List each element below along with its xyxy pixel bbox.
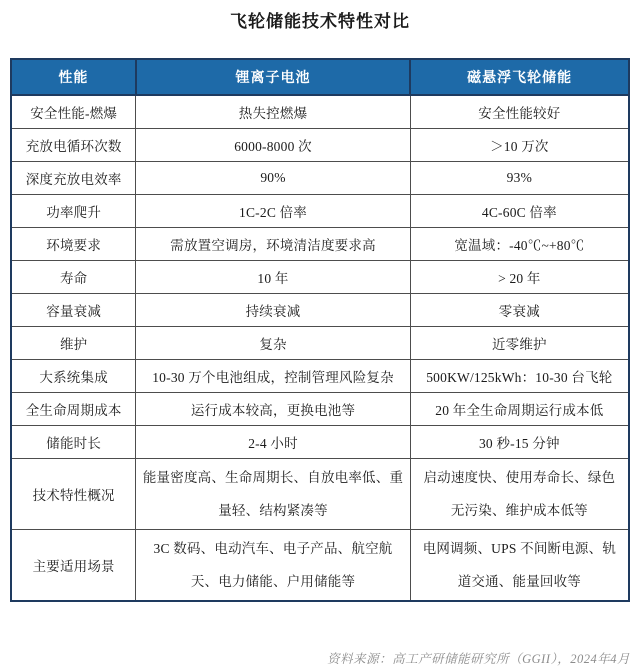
- row-label-cell: 维护: [11, 326, 136, 359]
- table-row: [11, 359, 629, 392]
- maglev-flywheel-cell: 4C-60C 倍率: [410, 194, 629, 227]
- maglev-flywheel-cell: 20 年全生命周期运行成本低: [410, 392, 629, 425]
- table-body: [11, 95, 629, 601]
- maglev-flywheel-cell: 启动速度快、使用寿命长、绿色无污染、维护成本低等: [410, 458, 629, 529]
- table-row: [11, 392, 629, 425]
- column-header-performance: 性能: [11, 59, 136, 95]
- maglev-flywheel-cell: 宽温域：-40℃~+80℃: [410, 227, 629, 260]
- table-header-row: [11, 59, 629, 95]
- row-label-cell: 安全性能-燃爆: [11, 95, 136, 128]
- row-label-cell: 储能时长: [11, 425, 136, 458]
- lithium-battery-cell: 3C 数码、电动汽车、电子产品、航空航天、电力储能、户用储能等: [136, 529, 410, 601]
- lithium-battery-cell: 运行成本较高，更换电池等: [136, 392, 410, 425]
- row-label-cell: 技术特性概况: [11, 458, 136, 529]
- maglev-flywheel-cell: 93%: [410, 161, 629, 194]
- maglev-flywheel-cell: 零衰减: [410, 293, 629, 326]
- row-label-cell: 充放电循环次数: [11, 128, 136, 161]
- source-note: 资料来源：高工产研储能研究所（GGII），2024年4月: [327, 652, 630, 666]
- maglev-flywheel-cell: 近零维护: [410, 326, 629, 359]
- lithium-battery-cell: 10 年: [136, 260, 410, 293]
- maglev-flywheel-cell: 30 秒-15 分钟: [410, 425, 629, 458]
- row-label-cell: 寿命: [11, 260, 136, 293]
- row-label-cell: 容量衰减: [11, 293, 136, 326]
- lithium-battery-cell: 6000-8000 次: [136, 128, 410, 161]
- table-row: [11, 95, 629, 128]
- maglev-flywheel-cell: > 20 年: [410, 260, 629, 293]
- comparison-table: [10, 58, 630, 602]
- maglev-flywheel-cell: 电网调频、UPS 不间断电源、轨道交通、能量回收等: [410, 529, 629, 601]
- lithium-battery-cell: 90%: [136, 161, 410, 194]
- table-row: [11, 529, 629, 601]
- row-label-cell: 大系统集成: [11, 359, 136, 392]
- row-label-cell: 深度充放电效率: [11, 161, 136, 194]
- table-row: [11, 458, 629, 529]
- lithium-battery-cell: 复杂: [136, 326, 410, 359]
- lithium-battery-cell: 持续衰减: [136, 293, 410, 326]
- row-label-cell: 全生命周期成本: [11, 392, 136, 425]
- table-row: [11, 293, 629, 326]
- lithium-battery-cell: 热失控燃爆: [136, 95, 410, 128]
- table-row: [11, 227, 629, 260]
- lithium-battery-cell: 2-4 小时: [136, 425, 410, 458]
- table-row: [11, 128, 629, 161]
- column-header-maglev-flywheel: 磁悬浮飞轮储能: [410, 59, 629, 95]
- maglev-flywheel-cell: 500KW/125kWh：10-30 台飞轮: [410, 359, 629, 392]
- table-row: [11, 425, 629, 458]
- maglev-flywheel-cell: ＞10 万次: [410, 128, 629, 161]
- page-title: 飞轮储能技术特性对比: [230, 12, 410, 31]
- table-row: [11, 161, 629, 194]
- lithium-battery-cell: 10-30 万个电池组成，控制管理风险复杂: [136, 359, 410, 392]
- lithium-battery-cell: 1C-2C 倍率: [136, 194, 410, 227]
- table-row: [11, 260, 629, 293]
- maglev-flywheel-cell: 安全性能较好: [410, 95, 629, 128]
- row-label-cell: 功率爬升: [11, 194, 136, 227]
- lithium-battery-cell: 需放置空调房，环境清洁度要求高: [136, 227, 410, 260]
- row-label-cell: 主要适用场景: [11, 529, 136, 601]
- column-header-lithium-battery: 锂离子电池: [136, 59, 410, 95]
- lithium-battery-cell: 能量密度高、生命周期长、自放电率低、重量轻、结构紧凑等: [136, 458, 410, 529]
- row-label-cell: 环境要求: [11, 227, 136, 260]
- table-row: [11, 194, 629, 227]
- table-row: [11, 326, 629, 359]
